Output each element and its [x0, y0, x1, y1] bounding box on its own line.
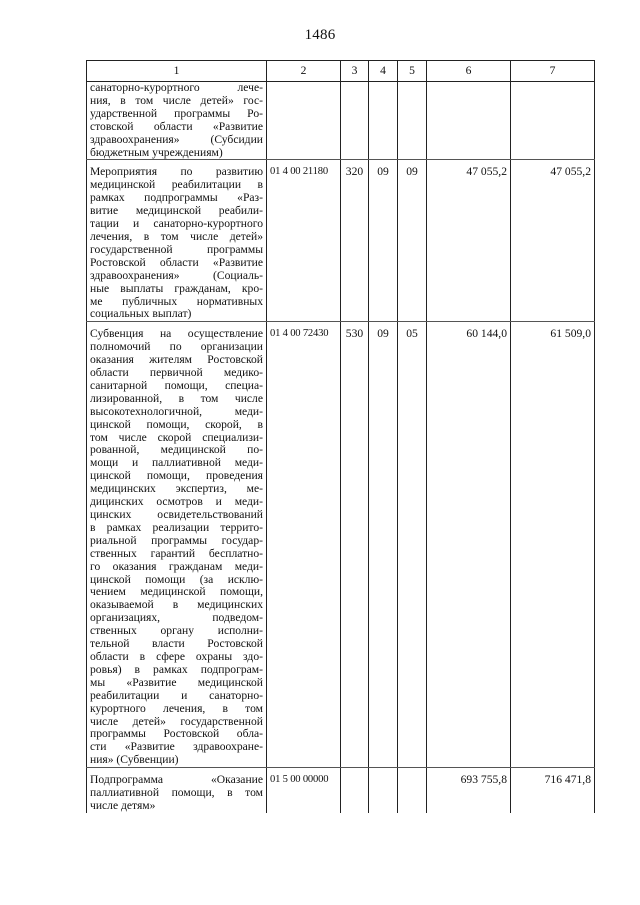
description-line: рамках подпрограммы «Раз-	[90, 191, 263, 205]
table-row	[87, 82, 595, 160]
description-cell	[87, 768, 267, 813]
description-line: области первичной медико-	[90, 366, 263, 380]
amount-year1-cell: 47 055,2	[427, 160, 511, 322]
description-line: витие медицинской реабили-	[90, 204, 263, 218]
description-line: паллиативной помощи, в том	[90, 786, 263, 800]
table-body	[87, 82, 595, 813]
subsection-cell	[398, 768, 427, 813]
amount-year2-cell: 61 509,0	[511, 322, 595, 768]
description-line: сти «Развитие здравоохране-	[90, 740, 263, 754]
description-cell	[87, 160, 267, 322]
header-col-2: 2	[267, 61, 341, 82]
description-line: дицинских осмотров и меди-	[90, 495, 263, 509]
description-line: ния, в том числе детей» гос-	[90, 93, 263, 107]
description-line: числе детей» государственной	[90, 714, 263, 728]
description-line: цинской помощи (за исклю-	[90, 572, 263, 586]
description-line: цинских освидетельствований	[90, 508, 263, 521]
description-line: в рамках реализации террито-	[90, 520, 263, 534]
description-line: ственных гарантий бесплатно-	[90, 546, 263, 560]
amount-year2-cell: 716 471,8	[511, 768, 595, 813]
description-line: лечения, в том числе детей»	[90, 229, 263, 243]
description-line: ударственной программы Ро-	[90, 106, 263, 120]
description-line: том числе скорой специализи-	[90, 430, 263, 444]
description-line: цинской помощи, скорой, в	[90, 417, 263, 431]
table-row	[87, 160, 595, 322]
description-line: Субвенция на осуществление	[90, 327, 263, 341]
description-line: реабилитации и санаторно-	[90, 688, 263, 702]
description-line: области в сфере охраны здо-	[90, 649, 263, 663]
header-col-7: 7	[511, 61, 595, 82]
description-line: тации и санаторно-курортного	[90, 217, 263, 231]
description-line: Мероприятия по развитию	[90, 165, 263, 179]
expense-type-cell	[341, 82, 369, 160]
expense-type-cell: 320	[341, 160, 369, 322]
description-line: тельной власти Ростовской	[90, 637, 263, 651]
table-row	[87, 768, 595, 813]
budget-table	[86, 60, 595, 813]
description-line: цинской помощи, проведения	[90, 469, 263, 483]
header-col-4: 4	[369, 61, 398, 82]
description-line: го оказания гражданам меди-	[90, 559, 263, 573]
description-line: ственных органу исполни-	[90, 624, 263, 638]
subsection-cell: 05	[398, 322, 427, 768]
expense-type-cell: 530	[341, 322, 369, 768]
target-code-cell: 01 4 00 72430	[267, 322, 341, 768]
description-cell	[87, 322, 267, 768]
target-code-cell	[267, 82, 341, 160]
amount-year1-cell	[427, 82, 511, 160]
header-row	[87, 61, 595, 82]
description-line: ния» (Субвенции)	[90, 753, 179, 767]
description-line: медицинской реабилитации в	[90, 178, 263, 192]
section-cell	[369, 82, 398, 160]
amount-year2-cell	[511, 82, 595, 160]
description-line: санаторно-курортного лече-	[90, 81, 263, 94]
amount-year1-cell: 60 144,0	[427, 322, 511, 768]
description-line: медицинских экспертиз, ме-	[90, 482, 263, 496]
description-line: стовской области «Развитие	[90, 119, 263, 133]
description-line: Ростовской области «Развитие	[90, 255, 263, 269]
description-line: мы «Развитие медицинской	[90, 675, 263, 689]
section-cell: 09	[369, 322, 398, 768]
description-line: чением медицинской помощи,	[90, 585, 263, 599]
target-code-cell: 01 5 00 00000	[267, 768, 341, 813]
description-cell	[87, 82, 267, 160]
description-line: курортного лечения, в том	[90, 701, 263, 715]
description-line: риальной программы государ-	[90, 533, 263, 547]
description-line: мощи и паллиативной меди-	[90, 456, 263, 470]
description-line: рованной, медицинской по-	[90, 443, 263, 457]
amount-year2-cell: 47 055,2	[511, 160, 595, 322]
amount-year1-cell: 693 755,8	[427, 768, 511, 813]
page-number: 1486	[304, 27, 336, 43]
description-line: ные выплаты гражданам, кро-	[90, 281, 263, 295]
description-line: санитарной помощи, специа-	[90, 378, 263, 392]
description-line: лизированной, в том числе	[90, 391, 263, 405]
description-line: ме публичных нормативных	[90, 294, 263, 308]
header-col-6: 6	[427, 61, 511, 82]
description-line: оказываемой в медицинских	[90, 598, 263, 612]
header-col-1: 1	[87, 61, 267, 82]
header-col-3: 3	[341, 61, 369, 82]
description-line: здравоохранения» (Субсидии	[90, 132, 263, 146]
description-line: оказания жителям Ростовской	[90, 353, 263, 367]
description-line: программы Ростовской обла-	[90, 727, 263, 741]
description-line: бюджетным учреждениям)	[90, 145, 223, 159]
description-line: организациях, подведом-	[90, 611, 263, 625]
description-line: числе детям»	[90, 798, 156, 812]
subsection-cell: 09	[398, 160, 427, 322]
table-row	[87, 322, 595, 768]
header-col-5: 5	[398, 61, 427, 82]
description-line: социальных выплат)	[90, 307, 192, 321]
description-line: полномочий по организации	[90, 340, 263, 354]
table-header	[87, 61, 595, 82]
description-line: здравоохранения» (Социаль-	[90, 268, 263, 282]
target-code-cell: 01 4 00 21180	[267, 160, 341, 322]
subsection-cell	[398, 82, 427, 160]
expense-type-cell	[341, 768, 369, 813]
description-line: Подпрограмма «Оказание	[90, 773, 263, 787]
description-line: ровья) в рамках подпрограм-	[90, 662, 263, 676]
description-line: высокотехнологичной, меди-	[90, 404, 263, 418]
description-line: государственной программы	[90, 242, 263, 256]
section-cell: 09	[369, 160, 398, 322]
section-cell	[369, 768, 398, 813]
